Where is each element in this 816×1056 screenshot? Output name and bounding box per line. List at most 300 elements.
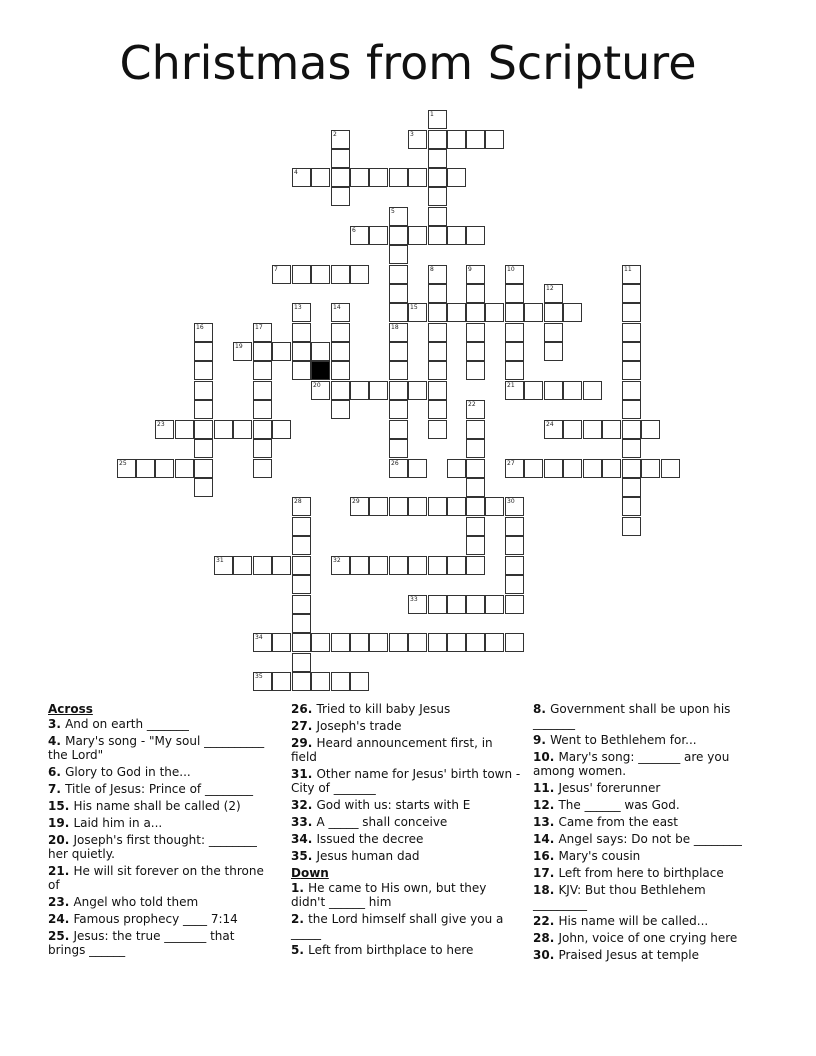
clue-number-label: 24. (48, 912, 74, 926)
grid-cell[interactable] (622, 361, 641, 380)
grid-cell[interactable] (350, 633, 369, 652)
clue-number: 11 (624, 266, 632, 273)
grid-cell[interactable] (272, 342, 291, 361)
grid-cell[interactable] (350, 672, 369, 691)
grid-cell[interactable] (408, 381, 427, 400)
grid-cell[interactable] (466, 556, 485, 575)
clue-item (533, 781, 763, 795)
clue-number: 28 (294, 498, 302, 505)
grid-cell[interactable] (428, 187, 447, 206)
clue-number-label: 22. (533, 914, 559, 928)
clue-item (291, 881, 521, 909)
clue-text: Title of Jesus: Prince of ________ (65, 782, 253, 796)
grid-cell[interactable] (428, 149, 447, 168)
clue-text: Mary's song - "My soul __________ the Lord" (48, 734, 265, 762)
grid-cell[interactable] (350, 497, 369, 516)
grid-cell[interactable] (253, 633, 272, 652)
grid-cell[interactable] (175, 420, 194, 439)
grid-cell[interactable] (622, 478, 641, 497)
grid-cell[interactable] (428, 284, 447, 303)
grid-cell[interactable] (428, 400, 447, 419)
clue-item (48, 895, 273, 909)
grid-cell[interactable] (641, 420, 660, 439)
down-header: Down (291, 866, 329, 880)
grid-cell[interactable] (194, 459, 213, 478)
grid-cell[interactable] (311, 265, 330, 284)
grid-cell[interactable] (214, 420, 233, 439)
across-clue-list (48, 717, 273, 957)
grid-cell[interactable] (505, 361, 524, 380)
clue-number-label: 30. (533, 948, 559, 962)
grid-cell[interactable] (253, 420, 272, 439)
grid-cell[interactable] (292, 595, 311, 614)
clue-item (48, 782, 273, 796)
grid-cell[interactable] (602, 420, 621, 439)
grid-cell[interactable] (292, 265, 311, 284)
grid-cell[interactable] (563, 303, 582, 322)
grid-cell[interactable] (292, 556, 311, 575)
grid-cell[interactable] (331, 556, 350, 575)
grid-cell[interactable] (369, 497, 388, 516)
grid-cell[interactable] (389, 265, 408, 284)
clue-text: And on earth _______ (65, 717, 189, 731)
grid-cell[interactable] (428, 497, 447, 516)
down-clue-list (291, 881, 521, 957)
grid-cell[interactable] (428, 130, 447, 149)
grid-cell[interactable] (272, 420, 291, 439)
grid-cell[interactable] (447, 226, 466, 245)
clue-number-label: 27. (291, 719, 317, 733)
grid-cell[interactable] (194, 361, 213, 380)
grid-cell[interactable] (194, 400, 213, 419)
grid-cell[interactable] (389, 497, 408, 516)
grid-cell[interactable] (292, 633, 311, 652)
grid-cell[interactable] (428, 323, 447, 342)
grid-cell[interactable] (369, 633, 388, 652)
grid-cell[interactable] (194, 342, 213, 361)
clue-number: 27 (507, 460, 515, 467)
grid-cell[interactable] (466, 342, 485, 361)
grid-cell[interactable] (428, 226, 447, 245)
clue-number-label: 23. (48, 895, 74, 909)
clue-item (48, 912, 273, 926)
clue-text: KJV: But thou Bethlehem _________ (533, 883, 706, 911)
grid-cell[interactable] (136, 459, 155, 478)
grid-cell[interactable] (544, 284, 563, 303)
across-header: Across (48, 702, 93, 716)
clue-item (291, 815, 521, 829)
grid-cell[interactable] (194, 381, 213, 400)
grid-cell[interactable] (622, 420, 641, 439)
clue-number-label: 21. (48, 864, 74, 878)
grid-cell[interactable] (622, 517, 641, 536)
grid-cell[interactable] (369, 226, 388, 245)
grid-cell[interactable] (292, 323, 311, 342)
grid-cell[interactable] (194, 420, 213, 439)
clue-number-label: 14. (533, 832, 559, 846)
clue-number: 13 (294, 304, 302, 311)
grid-cell[interactable] (622, 459, 641, 478)
grid-cell[interactable] (389, 207, 408, 226)
grid-cell[interactable] (253, 439, 272, 458)
grid-cell[interactable] (466, 439, 485, 458)
grid-cell[interactable] (466, 497, 485, 516)
grid-cell[interactable] (311, 633, 330, 652)
grid-cell[interactable] (661, 459, 680, 478)
grid-cell[interactable] (311, 672, 330, 691)
grid-cell[interactable] (505, 323, 524, 342)
grid-cell[interactable] (292, 672, 311, 691)
across-clue-list-continued (291, 702, 521, 863)
grid-cell[interactable] (408, 595, 427, 614)
grid-cell[interactable] (447, 459, 466, 478)
grid-cell[interactable] (466, 420, 485, 439)
grid-cell[interactable] (292, 303, 311, 322)
grid-cell[interactable] (292, 168, 311, 187)
clue-text: His name shall be called (2) (73, 799, 241, 813)
clue-number-label: 11. (533, 781, 559, 795)
grid-cell[interactable] (389, 323, 408, 342)
clue-item (533, 849, 763, 863)
grid-cell[interactable] (253, 556, 272, 575)
grid-cell[interactable] (331, 130, 350, 149)
clues-column-2 (291, 702, 521, 960)
clue-number: 26 (391, 460, 399, 467)
grid-cell[interactable] (544, 381, 563, 400)
grid-cell[interactable] (563, 459, 582, 478)
grid-cell[interactable] (253, 323, 272, 342)
grid-cell[interactable] (331, 342, 350, 361)
grid-cell[interactable] (622, 265, 641, 284)
grid-cell[interactable] (524, 459, 543, 478)
grid-cell[interactable] (389, 361, 408, 380)
grid-cell[interactable] (350, 381, 369, 400)
grid-cell[interactable] (466, 284, 485, 303)
grid-cell[interactable] (408, 459, 427, 478)
grid-cell[interactable] (253, 381, 272, 400)
grid-cell[interactable] (485, 633, 504, 652)
clue-text: the Lord himself shall give you a _____ (291, 912, 504, 940)
grid-cell[interactable] (485, 497, 504, 516)
grid-cell[interactable] (272, 633, 291, 652)
grid-cell[interactable] (389, 400, 408, 419)
grid-cell[interactable] (389, 459, 408, 478)
grid-cell[interactable] (389, 439, 408, 458)
grid-cell[interactable] (155, 420, 174, 439)
clue-item (48, 717, 273, 731)
grid-cell[interactable] (447, 595, 466, 614)
clue-item (533, 948, 763, 962)
grid-cell[interactable] (622, 400, 641, 419)
grid-cell[interactable] (292, 575, 311, 594)
grid-cell[interactable] (428, 303, 447, 322)
grid-cell[interactable] (466, 459, 485, 478)
grid-cell[interactable] (233, 556, 252, 575)
clue-text: His name will be called... (558, 914, 709, 928)
clue-text: Mary's cousin (558, 849, 641, 863)
clues-column-1 (48, 702, 273, 960)
grid-cell[interactable] (292, 536, 311, 555)
grid-cell[interactable] (369, 168, 388, 187)
grid-cell[interactable] (505, 303, 524, 322)
grid-cell[interactable] (544, 420, 563, 439)
grid-cell[interactable] (331, 633, 350, 652)
clue-item (48, 929, 273, 957)
clue-number-label: 15. (48, 799, 74, 813)
grid-cell[interactable] (331, 361, 350, 380)
grid-cell[interactable] (117, 459, 136, 478)
grid-cell[interactable] (505, 497, 524, 516)
clue-number: 9 (468, 266, 472, 273)
grid-cell[interactable] (466, 130, 485, 149)
grid-cell[interactable] (331, 303, 350, 322)
grid-cell[interactable] (505, 284, 524, 303)
clue-item (533, 914, 763, 928)
clue-number: 8 (430, 266, 434, 273)
grid-cell[interactable] (253, 342, 272, 361)
grid-cell[interactable] (408, 130, 427, 149)
grid-cell[interactable] (155, 459, 174, 478)
clue-text: John, voice of one crying here (558, 931, 738, 945)
grid-cell[interactable] (505, 536, 524, 555)
clue-item (48, 765, 273, 779)
grid-cell[interactable] (466, 595, 485, 614)
grid-cell[interactable] (466, 303, 485, 322)
clue-text: Mary's song: _______ are you among women. (533, 750, 730, 778)
clue-item (291, 849, 521, 863)
grid-cell[interactable] (233, 420, 252, 439)
grid-block (311, 361, 330, 380)
grid-cell[interactable] (466, 226, 485, 245)
grid-cell[interactable] (544, 323, 563, 342)
grid-cell[interactable] (194, 478, 213, 497)
grid-cell[interactable] (622, 497, 641, 516)
clue-item (533, 702, 763, 730)
grid-cell[interactable] (466, 536, 485, 555)
clue-item (291, 832, 521, 846)
clue-text: Government shall be upon his _______ (533, 702, 731, 730)
clue-item (291, 719, 521, 733)
grid-cell[interactable] (389, 342, 408, 361)
grid-cell[interactable] (622, 284, 641, 303)
grid-cell[interactable] (505, 556, 524, 575)
clue-number: 24 (546, 421, 554, 428)
clue-number: 34 (255, 634, 263, 641)
grid-cell[interactable] (331, 149, 350, 168)
grid-cell[interactable] (194, 323, 213, 342)
grid-cell[interactable] (505, 459, 524, 478)
grid-cell[interactable] (428, 556, 447, 575)
clue-item (291, 798, 521, 812)
grid-cell[interactable] (505, 633, 524, 652)
grid-cell[interactable] (253, 459, 272, 478)
grid-cell[interactable] (583, 420, 602, 439)
clue-item (533, 815, 763, 829)
grid-cell[interactable] (233, 342, 252, 361)
grid-cell[interactable] (389, 381, 408, 400)
grid-cell[interactable] (485, 303, 504, 322)
clue-number-label: 32. (291, 798, 317, 812)
grid-cell[interactable] (408, 168, 427, 187)
grid-cell[interactable] (369, 381, 388, 400)
grid-cell[interactable] (408, 497, 427, 516)
grid-cell[interactable] (466, 633, 485, 652)
grid-cell[interactable] (524, 381, 543, 400)
grid-cell[interactable] (350, 168, 369, 187)
grid-cell[interactable] (583, 459, 602, 478)
grid-cell[interactable] (292, 361, 311, 380)
clue-number-label: 1. (291, 881, 309, 895)
grid-cell[interactable] (331, 168, 350, 187)
grid-cell[interactable] (408, 226, 427, 245)
grid-cell[interactable] (389, 420, 408, 439)
grid-cell[interactable] (292, 614, 311, 633)
grid-cell[interactable] (485, 595, 504, 614)
grid-cell[interactable] (350, 226, 369, 245)
clue-text: Jesus' forerunner (558, 781, 661, 795)
grid-cell[interactable] (505, 265, 524, 284)
grid-cell[interactable] (389, 226, 408, 245)
grid-cell[interactable] (428, 207, 447, 226)
grid-cell[interactable] (175, 459, 194, 478)
grid-cell[interactable] (622, 342, 641, 361)
grid-cell[interactable] (350, 556, 369, 575)
grid-cell[interactable] (447, 168, 466, 187)
grid-cell[interactable] (428, 342, 447, 361)
clue-item (533, 866, 763, 880)
clue-number: 15 (410, 304, 418, 311)
clue-item (291, 702, 521, 716)
grid-cell[interactable] (292, 342, 311, 361)
grid-cell[interactable] (194, 439, 213, 458)
grid-cell[interactable] (292, 497, 311, 516)
grid-cell[interactable] (466, 478, 485, 497)
clue-number: 22 (468, 401, 476, 408)
grid-cell[interactable] (466, 517, 485, 536)
grid-cell[interactable] (544, 342, 563, 361)
grid-cell[interactable] (331, 381, 350, 400)
grid-cell[interactable] (428, 633, 447, 652)
clue-number-label: 9. (533, 733, 551, 747)
grid-cell[interactable] (447, 130, 466, 149)
grid-cell[interactable] (447, 497, 466, 516)
clue-text: Tried to kill baby Jesus (316, 702, 451, 716)
grid-cell[interactable] (292, 653, 311, 672)
grid-cell[interactable] (622, 323, 641, 342)
grid-cell[interactable] (331, 400, 350, 419)
grid-cell[interactable] (466, 265, 485, 284)
grid-cell[interactable] (466, 400, 485, 419)
grid-cell[interactable] (563, 420, 582, 439)
clue-number: 4 (294, 169, 298, 176)
grid-cell[interactable] (466, 361, 485, 380)
grid-cell[interactable] (544, 303, 563, 322)
grid-cell[interactable] (505, 381, 524, 400)
grid-cell[interactable] (331, 323, 350, 342)
grid-cell[interactable] (583, 381, 602, 400)
clue-number: 35 (255, 673, 263, 680)
grid-cell[interactable] (622, 439, 641, 458)
grid-cell[interactable] (505, 517, 524, 536)
grid-cell[interactable] (253, 672, 272, 691)
grid-cell[interactable] (447, 303, 466, 322)
clue-number-label: 12. (533, 798, 559, 812)
clue-number: 30 (507, 498, 515, 505)
grid-cell[interactable] (622, 303, 641, 322)
grid-cell[interactable] (622, 381, 641, 400)
grid-cell[interactable] (311, 168, 330, 187)
clue-number: 2 (333, 131, 337, 138)
grid-cell[interactable] (505, 342, 524, 361)
clue-number: 1 (430, 111, 434, 118)
grid-cell[interactable] (331, 672, 350, 691)
grid-cell[interactable] (311, 381, 330, 400)
grid-cell[interactable] (428, 595, 447, 614)
grid-cell[interactable] (485, 130, 504, 149)
clue-number-label: 16. (533, 849, 559, 863)
clue-item (533, 733, 763, 747)
grid-cell[interactable] (311, 342, 330, 361)
clue-number-label: 7. (48, 782, 66, 796)
grid-cell[interactable] (253, 400, 272, 419)
grid-cell[interactable] (447, 556, 466, 575)
grid-cell[interactable] (408, 303, 427, 322)
clue-text: He will sit forever on the throne of (48, 864, 264, 892)
grid-cell[interactable] (272, 672, 291, 691)
grid-cell[interactable] (292, 517, 311, 536)
grid-cell[interactable] (389, 633, 408, 652)
clue-number-label: 8. (533, 702, 551, 716)
clue-text: Praised Jesus at temple (558, 948, 699, 962)
grid-cell[interactable] (505, 595, 524, 614)
grid-cell[interactable] (272, 556, 291, 575)
grid-cell[interactable] (505, 575, 524, 594)
grid-cell[interactable] (602, 459, 621, 478)
grid-cell[interactable] (428, 381, 447, 400)
grid-cell[interactable] (428, 265, 447, 284)
grid-cell[interactable] (428, 420, 447, 439)
grid-cell[interactable] (214, 556, 233, 575)
grid-cell[interactable] (350, 265, 369, 284)
grid-cell[interactable] (408, 556, 427, 575)
clue-text: He came to His own, but they didn't ______ him (291, 881, 487, 909)
clue-number: 10 (507, 266, 515, 273)
grid-cell[interactable] (331, 187, 350, 206)
grid-cell[interactable] (428, 361, 447, 380)
grid-cell[interactable] (272, 265, 291, 284)
grid-cell[interactable] (428, 168, 447, 187)
grid-cell[interactable] (408, 633, 427, 652)
page-title: Christmas from Scripture (119, 36, 697, 90)
grid-cell[interactable] (641, 459, 660, 478)
grid-cell[interactable] (389, 245, 408, 264)
grid-cell[interactable] (524, 303, 543, 322)
grid-cell[interactable] (544, 459, 563, 478)
grid-cell[interactable] (389, 284, 408, 303)
clue-number-label: 18. (533, 883, 559, 897)
grid-cell[interactable] (253, 361, 272, 380)
clue-number-label: 6. (48, 765, 66, 779)
grid-cell[interactable] (389, 556, 408, 575)
grid-cell[interactable] (563, 381, 582, 400)
grid-cell[interactable] (428, 110, 447, 129)
grid-cell[interactable] (447, 633, 466, 652)
grid-cell[interactable] (466, 323, 485, 342)
grid-cell[interactable] (389, 168, 408, 187)
grid-cell[interactable] (389, 303, 408, 322)
grid-cell[interactable] (331, 265, 350, 284)
grid-cell[interactable] (369, 556, 388, 575)
